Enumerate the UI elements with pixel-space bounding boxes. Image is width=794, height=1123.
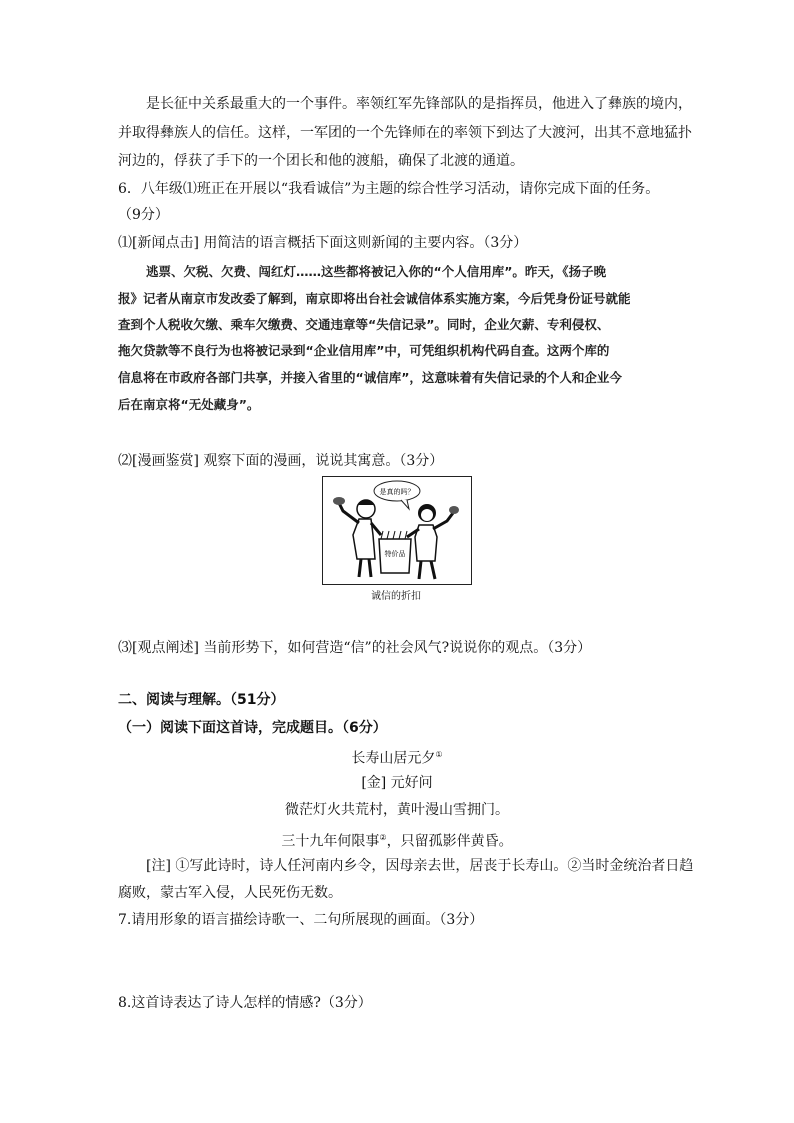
- news-line-6: 后在南京将“无处藏身”。: [118, 397, 260, 412]
- poem-line-2-note: ②: [379, 833, 387, 842]
- poem-line-2a: 三十九年何限事: [281, 833, 380, 850]
- cartoon-drawing: [323, 477, 471, 584]
- news-line-2: 报》记者从南京市发改委了解到，南京即将出台社会诚信体系实施方案，今后凭身份证号就能: [118, 291, 631, 306]
- q7-prompt: 7.请用形象的语言描绘诗歌一、二句所展现的画面。（3分）: [118, 912, 484, 928]
- poem-line-2b: ，只留孤影伴黄昏。: [386, 833, 513, 850]
- intro-line-3: 河边的，俘获了手下的一个团长和他的渡船，确保了北渡的通道。: [118, 153, 524, 169]
- q6-prompt: 6．八年级⑴班正在开展以“我看诚信”为主题的综合性学习活动，请你完成下面的任务。: [118, 181, 660, 197]
- news-line-3: 查到个人税收欠缴、乘车欠缴费、交通违章等“失信记录”。同时，企业欠薪、专利侵权、: [118, 317, 610, 332]
- section2-title: 二、阅读与理解。（51分）: [118, 692, 285, 708]
- cartoon-bubble-text: 是真的吗？: [379, 488, 415, 496]
- news-line-5: 信息将在市政府各部门共享，并接入省里的“诚信库”，这意味着有失信记录的个人和企业今: [118, 370, 622, 385]
- news-line-1: 逃票、欠税、欠费、闯红灯……这些都将被记入你的“个人信用库”。昨天，《扬子晚: [146, 264, 607, 279]
- q6-sub1: ⑴[新闻点击] 用简洁的语言概括下面这则新闻的主要内容。（3分）: [118, 235, 528, 251]
- poem-author: [金] 元好问: [361, 775, 433, 791]
- section2-part1: （一）阅读下面这首诗，完成题目。（6分）: [118, 720, 387, 736]
- intro-line-2: 并取得彝族人的信任。这样，一军团的一个先锋师在的率领下到达了大渡河，出其不意地猛扑: [118, 125, 692, 141]
- q6-score: （9分）: [118, 207, 169, 223]
- poem-title-text: 长寿山居元夕: [351, 750, 436, 767]
- cartoon-sign-text: 特价品: [384, 550, 406, 558]
- intro-line-1: 是长征中关系最重大的一个事件。率领红军先锋部队的是指挥员，他进入了彝族的境内，: [146, 96, 692, 112]
- cartoon-image: [322, 476, 472, 585]
- poem-title: [0, 745, 794, 769]
- q6-sub3: ⑶[观点阐述] 当前形势下，如何营造“信”的社会风气?说说你的观点。（3分）: [118, 640, 592, 656]
- poem-line-1: 微茫灯火共荒村，黄叶漫山雪拥门。: [285, 802, 509, 818]
- news-line-4: 拖欠贷款等不良行为也将被记录到“企业信用库”中，可凭组织机构代码自查。这两个库的: [118, 343, 610, 358]
- q6-sub2: ⑵[漫画鉴赏] 观察下面的漫画，说说其寓意。（3分）: [118, 453, 444, 469]
- notes-line-2: 腐败，蒙古军入侵，人民死伤无数。: [118, 885, 342, 901]
- poem-title-note: ①: [435, 750, 443, 759]
- notes-line-1: [注] ①写此诗时，诗人任河南内乡令，因母亲去世，居丧于长寿山。②当时金统治者日趋: [146, 858, 694, 874]
- poem-line-2: [0, 828, 794, 852]
- cartoon-caption: 诚信的折扣: [371, 591, 421, 602]
- q8-prompt: 8.这首诗表达了诗人怎样的情感?（3分）: [118, 995, 372, 1011]
